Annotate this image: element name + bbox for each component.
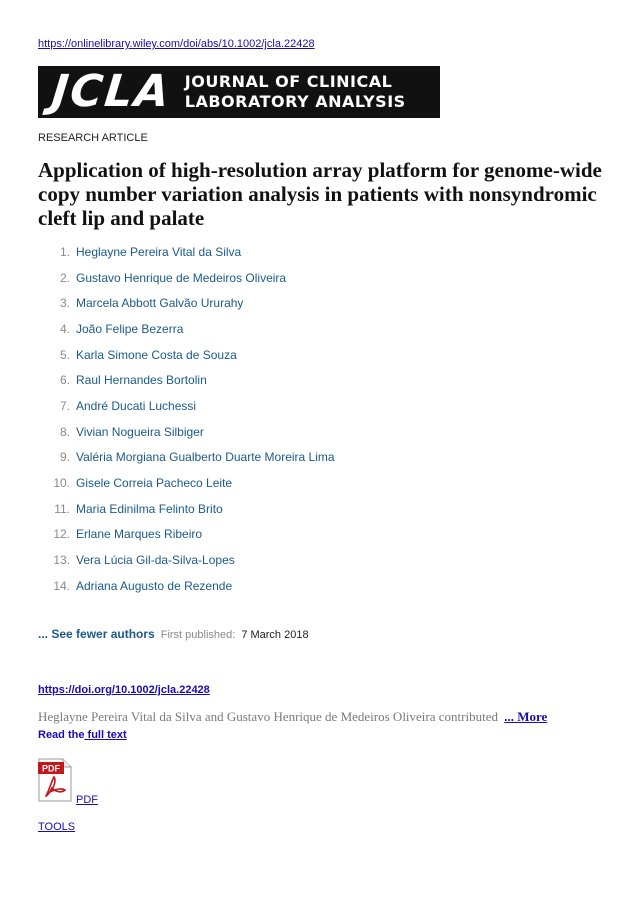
full-text-label: full text (84, 729, 127, 741)
article-type: RESEARCH ARTICLE (38, 132, 148, 144)
author-name-link[interactable]: Vera Lúcia Gil-da-Silva-Lopes (76, 553, 235, 568)
pdf-icon[interactable] (38, 758, 72, 802)
author-item (38, 290, 598, 316)
author-item (38, 496, 598, 522)
author-item (38, 342, 598, 368)
author-item (38, 316, 598, 342)
author-number: 6. (59, 373, 70, 388)
author-number: 10. (53, 476, 70, 491)
author-list (38, 239, 598, 599)
author-meta-row (38, 627, 309, 641)
journal-name-line2: LABORATORY ANALYSIS (184, 92, 406, 111)
author-name-link[interactable]: Vivian Nogueira Silbiger (76, 424, 204, 439)
author-name-link[interactable]: Raul Hernandes Bortolin (76, 373, 207, 388)
pdf-icon-text: PDF (42, 763, 60, 774)
contribution-text: Heglayne Pereira Vital da Silva and Gustavo Henrique de Medeiros Oliveira contributed (38, 709, 498, 724)
journal-name (185, 72, 406, 112)
author-name-link[interactable]: Karla Simone Costa de Souza (76, 347, 237, 362)
author-item (38, 419, 598, 445)
journal-logo: JCLA (49, 66, 174, 117)
author-number: 14. (53, 578, 70, 593)
author-item (38, 445, 598, 471)
author-number: 3. (59, 296, 70, 311)
author-name-link[interactable]: Gustavo Henrique de Medeiros Oliveira (76, 270, 287, 285)
article-title: Application of high-resolution array platform for genome-wide copy number variation analysis in patients with nonsyndromic cleft lip and palate (38, 158, 602, 230)
author-name-link[interactable]: Maria Edinilma Felinto Brito (76, 501, 223, 516)
read-full-text-link[interactable] (38, 729, 127, 741)
more-link[interactable]: ... More (504, 709, 548, 724)
tools-link[interactable]: TOOLS (38, 821, 76, 833)
author-item (38, 393, 598, 419)
author-number: 13. (53, 553, 70, 568)
author-number: 5. (59, 347, 70, 362)
author-name-link[interactable]: Adriana Augusto de Rezende (76, 578, 233, 593)
author-item (38, 239, 598, 265)
author-number: 4. (59, 321, 70, 336)
author-item (38, 265, 598, 291)
author-name-link[interactable]: João Felipe Bezerra (76, 321, 184, 336)
author-name-link[interactable]: André Ducati Luchessi (76, 398, 197, 413)
journal-name-line1: JOURNAL OF CLINICAL (184, 72, 393, 91)
doi-link[interactable]: https://doi.org/10.1002/jcla.22428 (38, 684, 210, 696)
first-published-label: First published: (160, 629, 236, 641)
author-number: 11. (54, 501, 70, 516)
author-name-link[interactable]: Valéria Morgiana Gualberto Duarte Moreira Lima (76, 450, 335, 465)
first-published-date: 7 March 2018 (241, 629, 309, 641)
author-number: 1. (59, 244, 70, 259)
author-number: 12. (53, 527, 70, 542)
source-url-link[interactable]: https://onlinelibrary.wiley.com/doi/abs/10.1002/jcla.22428 (38, 38, 315, 50)
author-name-link[interactable]: Heglayne Pereira Vital da Silva (76, 244, 242, 259)
author-number: 7. (59, 398, 70, 413)
journal-banner (38, 66, 440, 118)
author-number: 8. (59, 424, 70, 439)
author-number: 9. (59, 450, 70, 465)
author-name-link[interactable]: Erlane Marques Ribeiro (76, 527, 203, 542)
read-the-label: Read the (38, 729, 85, 741)
author-item (38, 547, 598, 573)
author-item (38, 470, 598, 496)
author-item (38, 522, 598, 548)
author-name-link[interactable]: Gisele Correia Pacheco Leite (76, 476, 233, 491)
author-name-link[interactable]: Marcela Abbott Galvão Ururahy (76, 296, 244, 311)
pdf-link[interactable]: PDF (76, 794, 98, 806)
see-fewer-authors-link[interactable]: ... See fewer authors (38, 627, 155, 641)
author-item (38, 573, 598, 599)
author-number: 2. (59, 270, 70, 285)
contribution-note (38, 709, 547, 725)
author-item (38, 367, 598, 393)
